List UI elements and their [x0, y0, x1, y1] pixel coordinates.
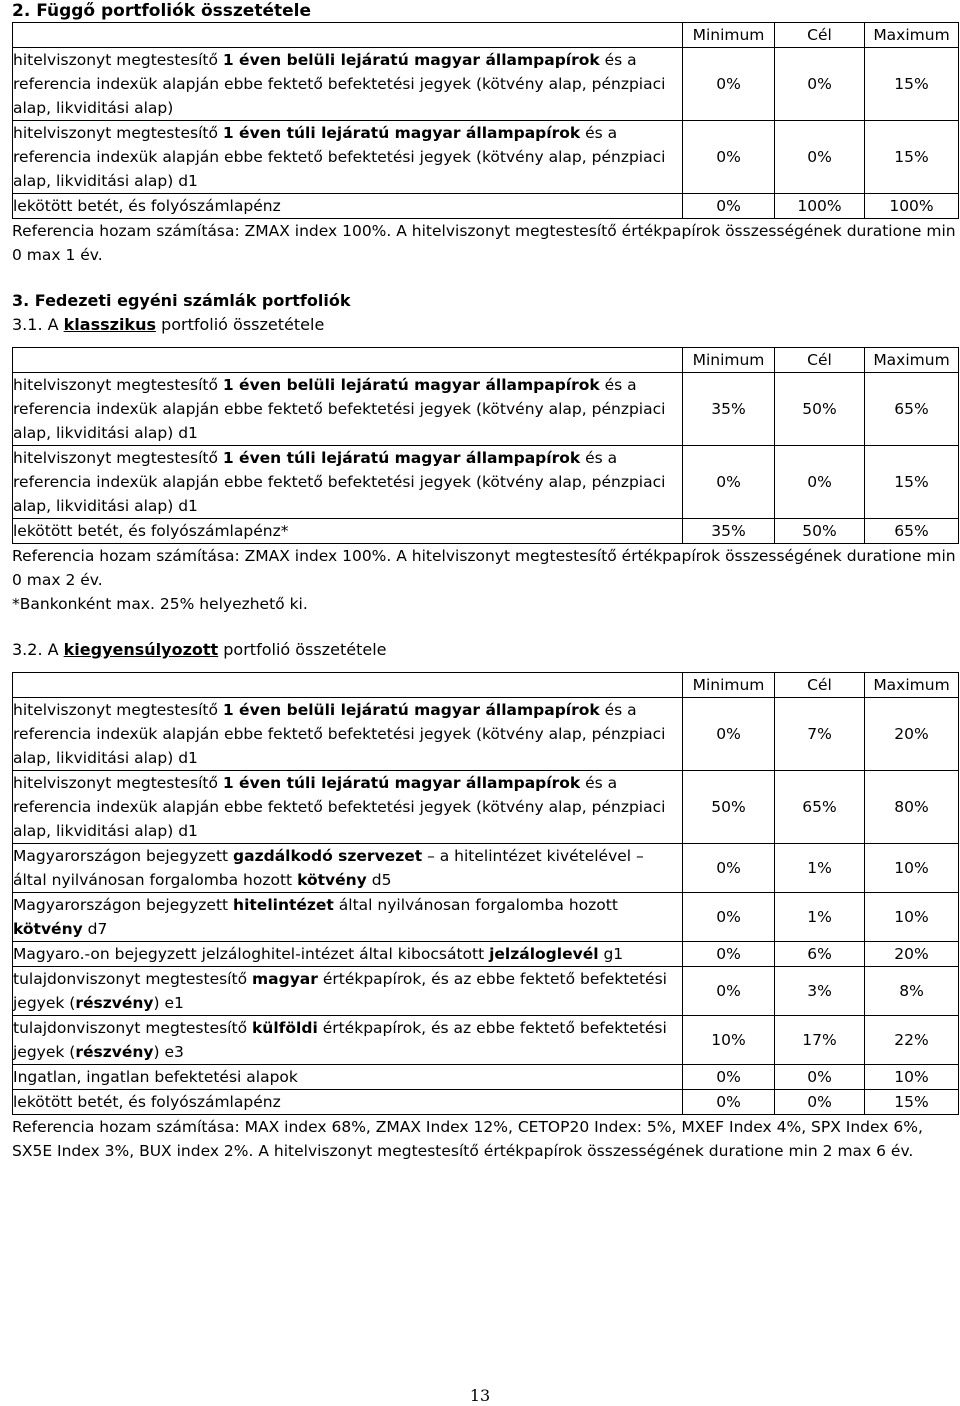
row-description: hitelviszonyt megtestesítő 1 éven túli lejáratú magyar állampapírok és a referencia indexük alapján ebbe fektető befektetési jegyek (kötvény alap, pénzpiaci alap, likviditási alap) d1 — [13, 446, 683, 519]
row-description: tulajdonviszonyt megtestesítő magyar értékpapírok, és az ebbe fektető befektetési jegyek (részvény) e1 — [13, 967, 683, 1016]
section-3-2-table — [12, 672, 959, 1115]
section-2-table — [12, 22, 959, 219]
row-description: hitelviszonyt megtestesítő 1 éven belüli lejáratú magyar állampapírok és a referencia indexük alapján ebbe fektető befektetési jegyek (kötvény alap, pénzpiaci alap, likviditási alap) d1 — [13, 373, 683, 446]
header-cel: Cél — [775, 348, 865, 373]
table-row — [13, 194, 959, 219]
header-maximum: Maximum — [865, 23, 959, 48]
row-max: 20% — [865, 698, 959, 771]
row-description: lekötött betét, és folyószámlapénz* — [13, 519, 683, 544]
section-3-1-note: Referencia hozam számítása: ZMAX index 100%. A hitelviszonyt megtestesítő értékpapírok összességének duratione min 0 max 2 év. — [12, 547, 956, 589]
row-description: hitelviszonyt megtestesítő 1 éven túli lejáratú magyar állampapírok és a referencia indexük alapján ebbe fektető befektetési jegyek (kötvény alap, pénzpiaci alap, likviditási alap) d1 — [13, 771, 683, 844]
row-max: 10% — [865, 893, 959, 942]
table-row — [13, 48, 959, 121]
header-maximum: Maximum — [865, 348, 959, 373]
header-minimum: Minimum — [683, 23, 775, 48]
row-min: 0% — [683, 844, 775, 893]
header-blank-cell — [13, 348, 683, 373]
row-description: Ingatlan, ingatlan befektetési alapok — [13, 1065, 683, 1090]
table-header-row — [13, 23, 959, 48]
row-cel: 50% — [775, 373, 865, 446]
row-description: lekötött betét, és folyószámlapénz — [13, 194, 683, 219]
row-max: 10% — [865, 844, 959, 893]
row-max: 22% — [865, 1016, 959, 1065]
row-min: 0% — [683, 893, 775, 942]
row-cel: 17% — [775, 1016, 865, 1065]
row-min: 0% — [683, 194, 775, 219]
row-cel: 1% — [775, 844, 865, 893]
row-min: 0% — [683, 1065, 775, 1090]
row-cel: 1% — [775, 893, 865, 942]
row-min: 0% — [683, 942, 775, 967]
header-blank-cell — [13, 673, 683, 698]
table-row — [13, 373, 959, 446]
row-max: 10% — [865, 1065, 959, 1090]
row-description: tulajdonviszonyt megtestesítő külföldi értékpapírok, és az ebbe fektető befektetési jegyek (részvény) e3 — [13, 1016, 683, 1065]
row-min: 50% — [683, 771, 775, 844]
row-description: Magyarországon bejegyzett hitelintézet által nyilvánosan forgalomba hozott kötvény d7 — [13, 893, 683, 942]
row-cel: 0% — [775, 446, 865, 519]
table-row — [13, 698, 959, 771]
row-cel: 50% — [775, 519, 865, 544]
row-min: 0% — [683, 698, 775, 771]
row-description: hitelviszonyt megtestesítő 1 éven túli lejáratú magyar állampapírok és a referencia indexük alapján ebbe fektető befektetési jegyek (kötvény alap, pénzpiaci alap, likviditási alap) d1 — [13, 121, 683, 194]
row-max: 80% — [865, 771, 959, 844]
row-description: Magyarországon bejegyzett gazdálkodó szervezet – a hitelintézet kivételével – által nyilvánosan forgalomba hozott kötvény d5 — [13, 844, 683, 893]
row-max: 15% — [865, 48, 959, 121]
row-min: 10% — [683, 1016, 775, 1065]
section-3-1-footnote: *Bankonként max. 25% helyezhető ki. — [12, 595, 308, 613]
row-min: 0% — [683, 48, 775, 121]
table-row — [13, 1065, 959, 1090]
section-3-1-table — [12, 347, 959, 544]
row-cel: 7% — [775, 698, 865, 771]
row-cel: 0% — [775, 48, 865, 121]
table-row — [13, 446, 959, 519]
table-row — [13, 967, 959, 1016]
row-max: 15% — [865, 121, 959, 194]
row-max: 100% — [865, 194, 959, 219]
header-cel: Cél — [775, 23, 865, 48]
row-cel: 0% — [775, 1090, 865, 1115]
row-cel: 3% — [775, 967, 865, 1016]
table-row — [13, 844, 959, 893]
section-2-note: Referencia hozam számítása: ZMAX index 100%. A hitelviszonyt megtestesítő értékpapírok összességének duratione min 0 max 1 év. — [12, 222, 956, 264]
row-max: 15% — [865, 1090, 959, 1115]
header-minimum: Minimum — [683, 348, 775, 373]
table-header-row — [13, 673, 959, 698]
row-max: 8% — [865, 967, 959, 1016]
table-row — [13, 519, 959, 544]
section-3-2-note: Referencia hozam számítása: MAX index 68%, ZMAX Index 12%, CETOP20 Index: 5%, MXEF Index 4%, SPX Index 6%, SX5E Index 3%, BUX index 2%. A hitelviszonyt megtestesítő értékpapírok összességének duratione min 2 max 6 év. — [12, 1118, 923, 1160]
section-3-title: 3. Fedezeti egyéni számlák portfoliók — [12, 291, 351, 310]
row-description: hitelviszonyt megtestesítő 1 éven belüli lejáratú magyar állampapírok és a referencia indexük alapján ebbe fektető befektetési jegyek (kötvény alap, pénzpiaci alap, likviditási alap) d1 — [13, 698, 683, 771]
row-min: 35% — [683, 519, 775, 544]
table-row — [13, 1090, 959, 1115]
row-description: Magyaro.-on bejegyzett jelzáloghitel-intézet által kibocsátott jelzáloglevél g1 — [13, 942, 683, 967]
header-blank-cell — [13, 23, 683, 48]
row-max: 15% — [865, 446, 959, 519]
row-cel: 0% — [775, 121, 865, 194]
row-cel: 100% — [775, 194, 865, 219]
row-min: 0% — [683, 967, 775, 1016]
row-description: lekötött betét, és folyószámlapénz — [13, 1090, 683, 1115]
header-minimum: Minimum — [683, 673, 775, 698]
section-3-2-title: 3.2. A kiegyensúlyozott portfolió összetétele — [12, 640, 387, 659]
row-cel: 6% — [775, 942, 865, 967]
table-row — [13, 771, 959, 844]
row-max: 65% — [865, 373, 959, 446]
section-3-1-title: 3.1. A klasszikus portfolió összetétele — [12, 315, 325, 334]
header-maximum: Maximum — [865, 673, 959, 698]
table-row — [13, 893, 959, 942]
table-row — [13, 1016, 959, 1065]
table-row — [13, 121, 959, 194]
row-min: 0% — [683, 446, 775, 519]
row-min: 0% — [683, 1090, 775, 1115]
header-cel: Cél — [775, 673, 865, 698]
section-2-title: 2. Függő portfoliók összetétele — [12, 1, 312, 21]
document-page — [12, 0, 956, 1163]
table-header-row — [13, 348, 959, 373]
row-description: hitelviszonyt megtestesítő 1 éven belüli lejáratú magyar állampapírok és a referencia indexük alapján ebbe fektető befektetési jegyek (kötvény alap, pénzpiaci alap, likviditási alap) — [13, 48, 683, 121]
row-max: 65% — [865, 519, 959, 544]
row-cel: 65% — [775, 771, 865, 844]
row-min: 35% — [683, 373, 775, 446]
row-max: 20% — [865, 942, 959, 967]
table-row — [13, 942, 959, 967]
row-min: 0% — [683, 121, 775, 194]
page-number: 13 — [469, 1386, 491, 1405]
row-cel: 0% — [775, 1065, 865, 1090]
